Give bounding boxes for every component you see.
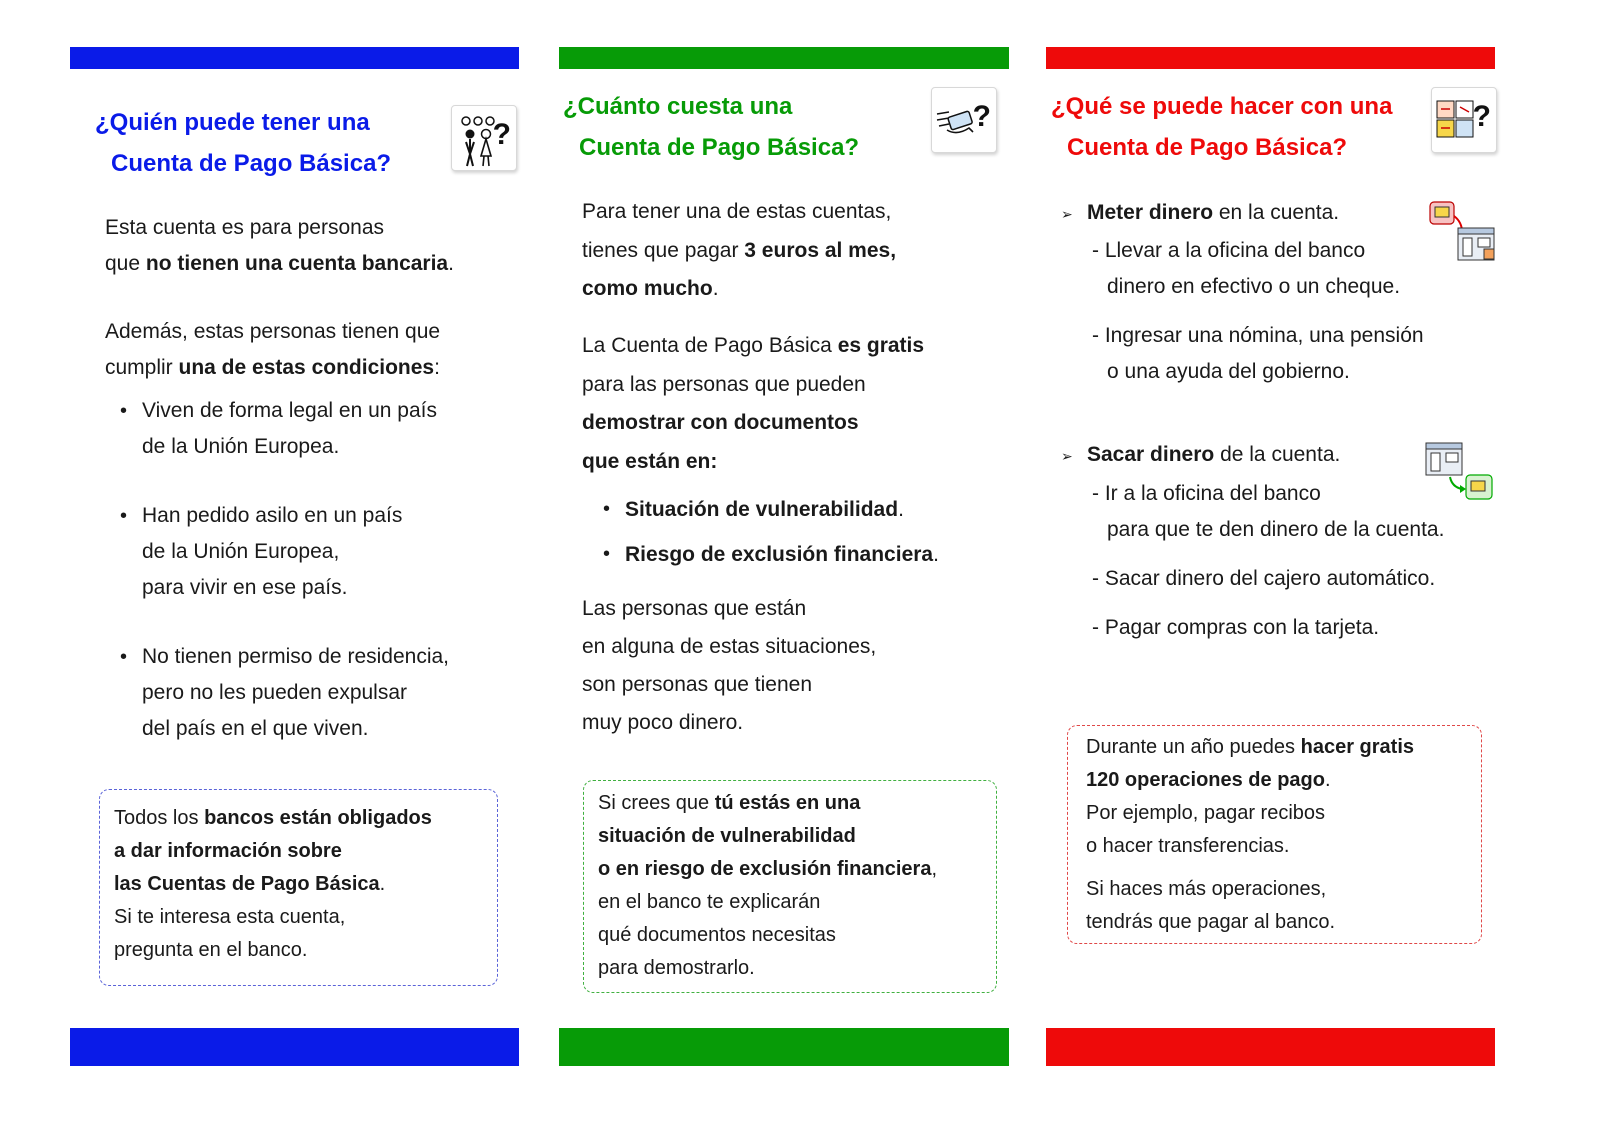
col3-item2-detail3: - Pagar compras con la tarjeta. <box>1092 616 1380 639</box>
col1-title-line2: Cuenta de Pago Básica? <box>111 150 392 177</box>
col3-item1-detail2: - Ingresar una nómina, una pensión o una ayuda del gobierno. <box>1092 324 1424 383</box>
people-question-icon: ? <box>451 105 517 171</box>
col2-para1: Para tener una de estas cuentas, tienes que pagar 3 euros al mes, como mucho. <box>582 200 897 300</box>
top-bar-blue <box>70 47 519 69</box>
col2-info-note: Si crees que tú estás en una situación de vulnerabilidad o en riesgo de exclusión financiera, en el banco te explicarán qué documentos necesitas para demostrarlo. <box>583 780 997 993</box>
list-item: • Han pedido asilo en un país de la Unión Europea, para vivir en ese país. <box>102 498 502 606</box>
money-question-icon: ? <box>931 87 997 153</box>
bottom-bar-red <box>1046 1028 1495 1066</box>
col3-title-line2: Cuenta de Pago Básica? <box>1067 134 1348 161</box>
bank-question-icon: ? <box>1431 87 1497 153</box>
col1-bullet-list <box>102 393 502 747</box>
col1-intro-line2: que no tienen una cuenta bancaria. <box>105 252 454 275</box>
arrow-bullet-icon: ➢ <box>1061 206 1073 222</box>
col3-info-note: Durante un año puedes hacer gratis 120 operaciones de pago. Por ejemplo, pagar recibos o hacer transferencias. Si haces más operaciones, tendrás que pagar al banco. <box>1067 725 1482 944</box>
col1-intro <box>105 210 454 282</box>
col1-intro-line1: Esta cuenta es para personas <box>105 216 385 239</box>
top-bar-green <box>559 47 1009 69</box>
col1-title <box>95 102 391 184</box>
deposit-icon <box>1428 196 1496 267</box>
col3-title <box>1051 86 1392 168</box>
col2-bullet-list <box>585 487 1005 577</box>
list-item: • Viven de forma legal en un país de la Unión Europea. <box>102 393 502 465</box>
col2-title-line2: Cuenta de Pago Básica? <box>579 134 860 161</box>
arrow-bullet-icon: ➢ <box>1061 448 1073 464</box>
list-item: • Riesgo de exclusión financiera. <box>585 532 1005 577</box>
col3-item2-detail2: - Sacar dinero del cajero automático. <box>1092 567 1436 590</box>
col3-item1-detail1: - Llevar a la oficina del banco dinero en efectivo o un cheque. <box>1092 239 1401 298</box>
col1-info-note: Todos los bancos están obligados a dar información sobre las Cuentas de Pago Básica. Si te interesa esta cuenta, pregunta en el banco. <box>99 789 498 986</box>
list-item: • Situación de vulnerabilidad. <box>585 487 1005 532</box>
bottom-bar-green <box>559 1028 1009 1066</box>
col3-item1-heading: Meter dinero en la cuenta. <box>1087 201 1340 224</box>
col2-para2: La Cuenta de Pago Básica es gratis para las personas que pueden demostrar con documentos que están en: <box>582 334 925 473</box>
col3-title-line1: ¿Qué se puede hacer con una <box>1051 93 1393 120</box>
col3-item2-heading: Sacar dinero de la cuenta. <box>1087 443 1341 466</box>
bottom-bar-blue <box>70 1028 519 1066</box>
col2-title <box>563 86 859 168</box>
col1-cond-line1: Además, estas personas tienen que <box>105 320 441 343</box>
list-item: • No tienen permiso de residencia, pero no les pueden expulsar del país en el que viven. <box>102 639 502 747</box>
col2-para3: Las personas que están en alguna de estas situaciones, son personas que tienen muy poco dinero. <box>582 597 877 734</box>
col2-title-line1: ¿Cuánto cuesta una <box>563 93 793 120</box>
col3-item2-detail1: - Ir a la oficina del banco para que te den dinero de la cuenta. <box>1092 482 1445 541</box>
col1-title-line1: ¿Quién puede tener una <box>95 109 370 136</box>
col1-cond-line2: cumplir una de estas condiciones: <box>105 356 440 379</box>
col1-conditions <box>105 314 440 386</box>
top-bar-red <box>1046 47 1495 69</box>
